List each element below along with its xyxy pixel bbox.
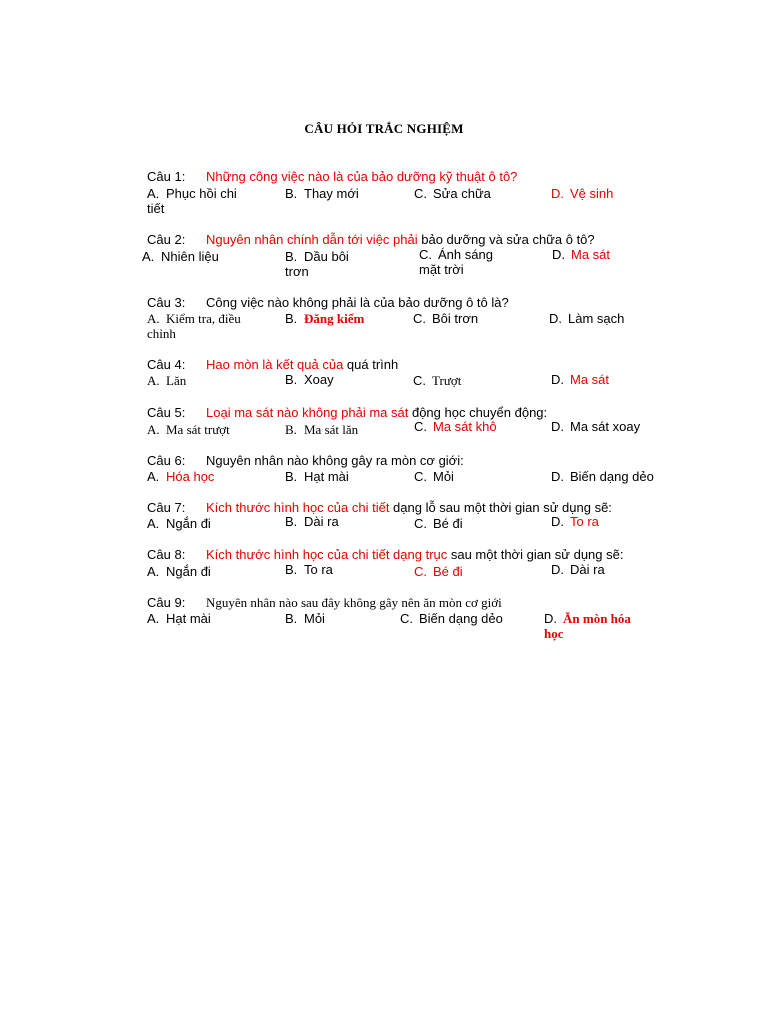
option-c: C. Biến dạng dẻo xyxy=(400,611,503,626)
option-a: A. Kiểm tra, điều chỉnh xyxy=(147,311,241,341)
question-text: Nguyên nhân nào không gây ra mòn cơ giới: xyxy=(206,453,464,468)
question-text-highlighted: Kích thước hình học của chi tiết dạng trục xyxy=(206,547,448,562)
option-c: C. Mỏi xyxy=(414,469,454,484)
option-d-answer: D. Ma sát xyxy=(551,372,610,387)
question-7 xyxy=(147,500,707,515)
option-a: A. Nhiên liệu xyxy=(142,249,219,264)
option-d: D. Làm sạch xyxy=(549,311,625,326)
question-label: Câu 7: xyxy=(147,500,186,515)
question-label: Câu 6: xyxy=(147,453,186,468)
option-a: A. Phục hồi chi tiết xyxy=(147,186,237,216)
option-c: C. Bôi trơn xyxy=(413,311,479,326)
question-text: Nguyên nhân nào sau đây không gây nên ăn mòn cơ giới xyxy=(206,595,502,610)
question-text-highlighted: Kích thước hình học của chi tiết xyxy=(206,500,390,515)
option-c: C. Trượt xyxy=(413,373,462,388)
question-9 xyxy=(147,595,707,610)
question-text: động học chuyển động: xyxy=(408,405,548,420)
question-3 xyxy=(147,295,707,310)
option-d: D. Ma sát xoay xyxy=(551,419,641,434)
question-label: Câu 9: xyxy=(147,595,186,610)
question-1 xyxy=(147,169,707,184)
question-text-highlighted: Loại ma sát nào không phải ma sát xyxy=(206,405,409,420)
option-b-answer: B. Đăng kiểm xyxy=(285,311,365,326)
option-c: C. Ánh sáng mặt trời xyxy=(419,247,493,277)
option-c-answer: C. Bé đi xyxy=(414,564,463,579)
question-text: bảo dưỡng và sửa chữa ô tô? xyxy=(417,232,595,247)
question-label: Câu 8: xyxy=(147,547,186,562)
question-4 xyxy=(147,357,707,372)
question-6 xyxy=(147,453,707,468)
option-d-answer: D. Ma sát xyxy=(552,247,611,262)
option-a-answer: A. Hóa học xyxy=(147,469,215,484)
option-c: C. Bé đi xyxy=(414,516,463,531)
question-label: Câu 3: xyxy=(147,295,186,310)
question-text-highlighted: Hao mòn là kết quả của xyxy=(206,357,344,372)
question-text: dạng lỗ sau một thời gian sử dụng sẽ: xyxy=(389,500,612,515)
option-a: A. Lăn xyxy=(147,373,187,388)
option-b: B. Mỏi xyxy=(285,611,325,626)
question-8 xyxy=(147,547,707,562)
option-c-answer: C. Ma sát khô xyxy=(414,419,497,434)
option-d: D. Biến dạng dẻo xyxy=(551,469,654,484)
page-title: CÂU HỎI TRẮC NGHIỆM xyxy=(304,121,464,136)
option-d-answer: D. Ăn mòn hóa học xyxy=(544,611,631,641)
question-label: Câu 2: xyxy=(147,232,186,247)
option-a: A. Ngắn đi xyxy=(147,516,211,531)
option-c: C. Sửa chữa xyxy=(414,186,491,201)
option-b: B. Xoay xyxy=(285,372,334,387)
option-a: A. Hạt mài xyxy=(147,611,211,626)
option-b: B. Dầu bôi trơn xyxy=(285,249,349,279)
question-2 xyxy=(147,232,707,247)
question-label: Câu 5: xyxy=(147,405,186,420)
option-b: B. Dài ra xyxy=(285,514,339,529)
question-text: Công việc nào không phải là của bảo dưỡng ô tô là? xyxy=(206,295,509,310)
question-text: quá trình xyxy=(343,357,399,372)
option-b: B. Hạt mài xyxy=(285,469,349,484)
option-a: A. Ngắn đi xyxy=(147,564,211,579)
option-a: A. Ma sát trượt xyxy=(147,422,230,437)
option-b: B. Ma sát lăn xyxy=(285,422,359,437)
option-b: B. To ra xyxy=(285,562,333,577)
option-d-answer: D. Vệ sinh xyxy=(551,186,614,201)
question-text: sau một thời gian sử dụng sẽ: xyxy=(447,547,624,562)
question-text-highlighted: Những công việc nào là của bảo dưỡng kỹ thuật ô tô? xyxy=(206,169,518,184)
option-b: B. Thay mới xyxy=(285,186,359,201)
question-label: Câu 4: xyxy=(147,357,186,372)
option-d: D. Dài ra xyxy=(551,562,605,577)
question-label: Câu 1: xyxy=(147,169,186,184)
question-text-highlighted: Nguyên nhân chính dẫn tới việc phải xyxy=(206,232,418,247)
question-5 xyxy=(147,405,707,420)
option-d-answer: D. To ra xyxy=(551,514,599,529)
